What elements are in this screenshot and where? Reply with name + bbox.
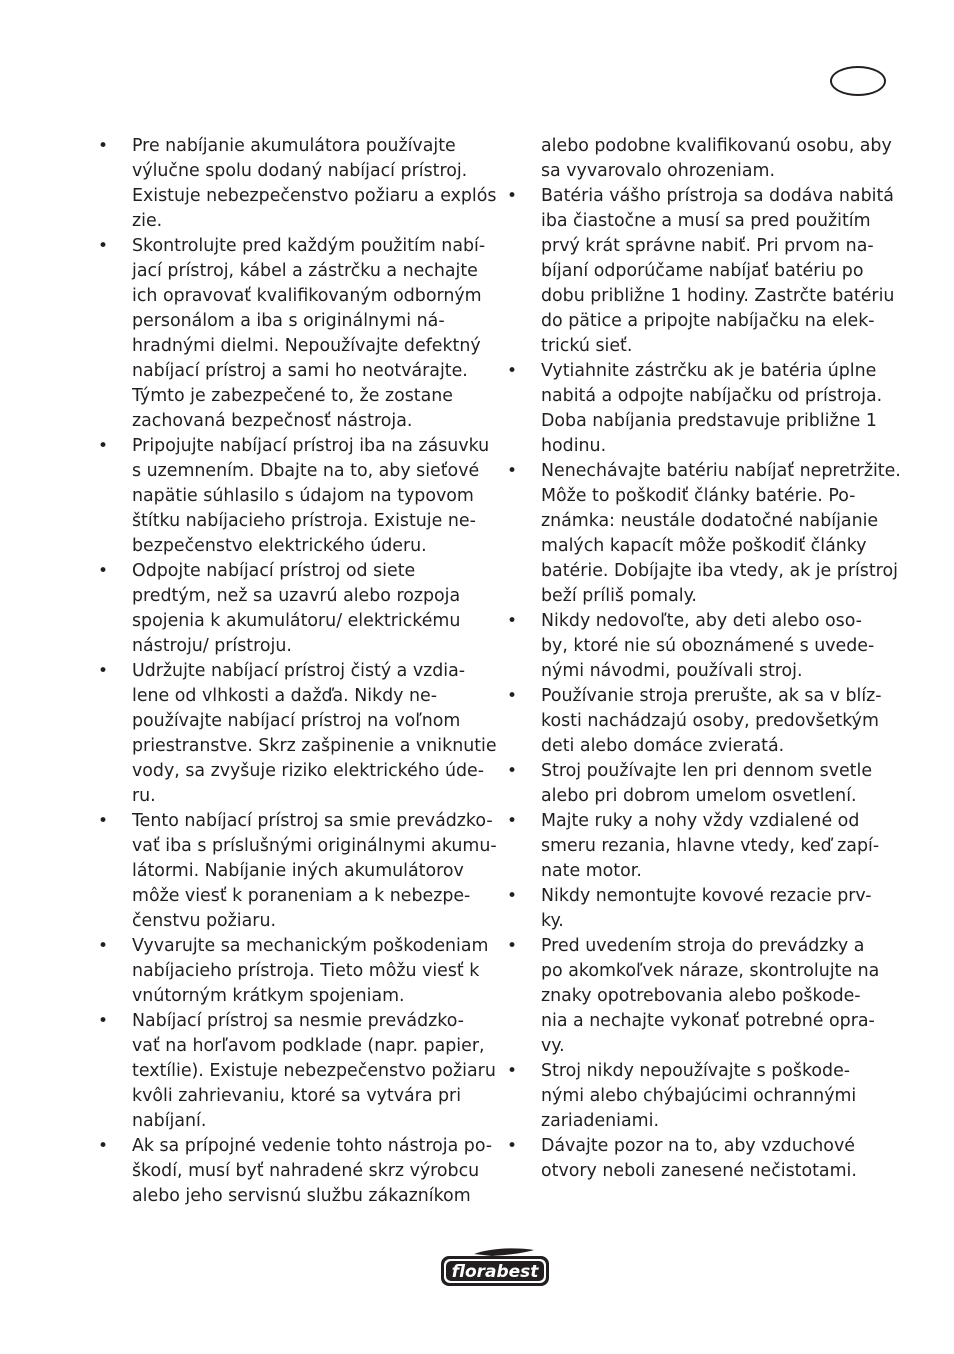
text-line: vnútorným krátkym spojeniam. <box>132 986 405 1006</box>
list-item <box>98 934 488 1009</box>
text-line: • Udržujte nabíjací prístroj čistý a vzdia- <box>132 661 466 681</box>
text-line: nia a nechajte vykonať potrebné opra- <box>541 1011 875 1031</box>
left-column <box>98 134 497 1209</box>
text-line: otvory neboli zanesené nečistotami. <box>541 1161 857 1181</box>
text-line: ich opravovať kvalifikovaným odborným <box>132 286 482 306</box>
list-item <box>507 934 893 1059</box>
text-line: deti alebo domáce zvieratá. <box>541 736 785 756</box>
text-line: zariadeniami. <box>541 1111 659 1131</box>
list-item <box>507 609 893 684</box>
list-item <box>98 234 488 434</box>
text-line: lene od vlhkosti a dažďa. Nikdy ne- <box>132 686 437 706</box>
text-line: • Stroj nikdy nepoužívajte s poškode- <box>541 1061 851 1081</box>
text-line: • Nikdy nemontujte kovové rezacie prv- <box>541 886 872 906</box>
text-line: • Nabíjací prístroj sa nesmie prevádzko- <box>132 1011 464 1031</box>
text-line: zachovaná bezpečnosť nástroja. <box>132 411 413 431</box>
logo-text: florabest <box>451 1262 539 1282</box>
list-item <box>98 1009 496 1134</box>
list-item <box>507 809 893 884</box>
text-line: textílie). Existuje nebezpečenstvo požiaru <box>132 1061 496 1081</box>
text-line: iba čiastočne a musí sa pred použitím <box>541 211 871 231</box>
list-item <box>98 809 497 934</box>
text-line: nabitá a odpojte nabíjačku od prístroja. <box>541 386 883 406</box>
text-line: predtým, než sa uzavrú alebo rozpoja <box>132 586 461 606</box>
text-line: alebo pri dobrom umelom osvetlení. <box>541 786 857 806</box>
text-line: by, ktoré nie sú oboznámené s uvede- <box>541 636 875 656</box>
text-line: vy. <box>541 1036 565 1056</box>
list-item <box>507 759 893 809</box>
text-line: bíjaní odporúčame nabíjať batériu po <box>541 261 864 281</box>
text-line: • Používanie stroja prerušte, ak sa v blíz- <box>541 686 882 706</box>
text-line: ru. <box>132 786 156 806</box>
text-line: • Pripojujte nabíjací prístroj iba na zásuvku <box>132 436 490 456</box>
text-line: personálom a iba s originálnymi ná- <box>132 311 445 331</box>
text-line: môže viesť k poraneniam a k nebezpe- <box>132 886 471 906</box>
text-line: batérie. Dobíjajte iba vtedy, ak je prístroj <box>541 561 898 581</box>
text-line: hradnými dielmi. Nepoužívajte defektný <box>132 336 481 356</box>
text-line: kosti nachádzajú osoby, predovšetkým <box>541 711 879 731</box>
text-line: výlučne spolu dodaný nabíjací prístroj. <box>132 161 468 181</box>
text-line: vať iba s príslušnými originálnymi akumu- <box>132 836 497 856</box>
list-item-continuation <box>507 134 893 184</box>
text-line: prvý krát správne nabiť. Pri prvom na- <box>541 236 874 256</box>
list-item <box>507 359 893 459</box>
text-line: • Pre nabíjanie akumulátora používajte <box>132 136 456 156</box>
text-line: ky. <box>541 911 564 931</box>
text-line: • Tento nabíjací prístroj sa smie prevádzko- <box>132 811 493 831</box>
text-line: alebo jeho servisnú službu zákazníkom <box>132 1186 471 1206</box>
text-line: nými návodmi, používali stroj. <box>541 661 803 681</box>
text-line: malých kapacít môže poškodiť články <box>541 536 867 556</box>
text-line: škodí, musí byť nahradené skrz výrobcu <box>132 1161 480 1181</box>
text-line: do pätice a pripojte nabíjačku na elek- <box>541 311 875 331</box>
text-line: • Odpojte nabíjací prístroj od siete <box>132 561 416 581</box>
text-line: látormi. Nabíjanie iných akumulátorov <box>132 861 464 881</box>
text-line: spojenia k akumulátoru/ elektrickému <box>132 611 461 631</box>
text-line: • Vyvarujte sa mechanickým poškodeniam <box>132 936 489 956</box>
list-item <box>507 459 901 609</box>
text-line: Môže to poškodiť články batérie. Po- <box>541 486 856 506</box>
text-line: nabíjací prístroj a sami ho neotvárajte. <box>132 361 468 381</box>
text-line: alebo podobne kvalifikovanú osobu, aby <box>541 136 892 156</box>
list-item <box>98 659 497 809</box>
text-line: Existuje nebezpečenstvo požiaru a explóѕ <box>132 186 497 206</box>
list-item <box>507 1059 893 1134</box>
text-line: znaky opotrebovania alebo poškode- <box>541 986 861 1006</box>
text-line: kvôli zahrievaniu, ktoré sa vytvára pri <box>132 1086 462 1106</box>
text-line: čenstvu požiaru. <box>132 911 276 931</box>
list-item <box>507 684 893 759</box>
text-line: • Pred uvedením stroja do prevádzky a <box>541 936 865 956</box>
text-line: trickú sieť. <box>541 336 633 356</box>
text-line: • Nenechávajte batériu nabíjať nepretržite. <box>541 461 901 481</box>
text-line: • Vytiahnite zástrčku ak je batéria úplne <box>541 361 877 381</box>
text-line: hodinu. <box>541 436 607 456</box>
list-item <box>507 184 893 359</box>
text-line: • Nikdy nedovoľte, aby deti alebo oso- <box>541 611 862 631</box>
text-line: po akomkoľvek náraze, skontrolujte na <box>541 961 880 981</box>
text-line: nabíjacieho prístroja. Tieto môžu viesť k <box>132 961 480 981</box>
text-line: dobu približne 1 hodiny. Zastrčte batériu <box>541 286 895 306</box>
text-line: s uzemnením. Dbajte na to, aby sieťové <box>132 461 480 481</box>
text-line: • Skontrolujte pred každým použitím nabí- <box>132 236 486 256</box>
language-badge <box>830 66 886 96</box>
list-item <box>98 1134 493 1209</box>
text-line: beží príliš pomaly. <box>541 586 697 606</box>
list-item <box>507 1134 893 1184</box>
text-line: sa vyvarovalo ohrozeniam. <box>541 161 776 181</box>
text-line: štítku nabíjacieho prístroja. Existuje ne- <box>132 511 476 531</box>
text-line: vať na horľavom podklade (napr. papier, <box>132 1036 485 1056</box>
list-item <box>507 884 893 934</box>
text-line: zie. <box>132 211 163 231</box>
text-line: bezpečenstvo elektrického úderu. <box>132 536 427 556</box>
florabest-leaf-logo-icon <box>474 1248 534 1256</box>
text-line: • Ak sa prípojné vedenie tohto nástroja po- <box>132 1136 493 1156</box>
text-line: nabíjaní. <box>132 1111 207 1131</box>
text-line: nástroju/ prístroju. <box>132 636 292 656</box>
text-line: nými alebo chýbajúcimi ochrannými <box>541 1086 857 1106</box>
florabest-logo <box>438 1246 552 1288</box>
text-line: nate motor. <box>541 861 642 881</box>
text-line: jací prístroj, kábel a zástrčku a nechajte <box>132 261 478 281</box>
text-line: používajte nabíjací prístroj na voľnom <box>132 711 461 731</box>
text-line: • Majte ruky a nohy vždy vzdialené od <box>541 811 860 831</box>
text-line: • Stroj používajte len pri dennom svetle <box>541 761 873 781</box>
text-line: • Batéria vášho prístroja sa dodáva nabitá <box>541 186 894 206</box>
right-column <box>507 134 901 1184</box>
list-item <box>98 434 488 559</box>
text-line: priestranstve. Skrz zašpinenie a vniknutie <box>132 736 497 756</box>
text-line: Týmto je zabezpečené to, že zostane <box>132 386 453 406</box>
text-line: napätie súhlasilo s údajom na typovom <box>132 486 474 506</box>
text-line: vody, sa zvyšuje riziko elektrického úde- <box>132 761 485 781</box>
text-line: známka: neustále dodatočné nabíjanie <box>541 511 879 531</box>
list-item <box>98 559 488 659</box>
text-line: Doba nabíjania predstavuje približne 1 <box>541 411 877 431</box>
text-line: smeru rezania, hlavne vtedy, keď zapí- <box>541 836 880 856</box>
text-line: • Dávajte pozor na to, aby vzduchové <box>541 1136 855 1156</box>
list-item <box>98 134 497 234</box>
